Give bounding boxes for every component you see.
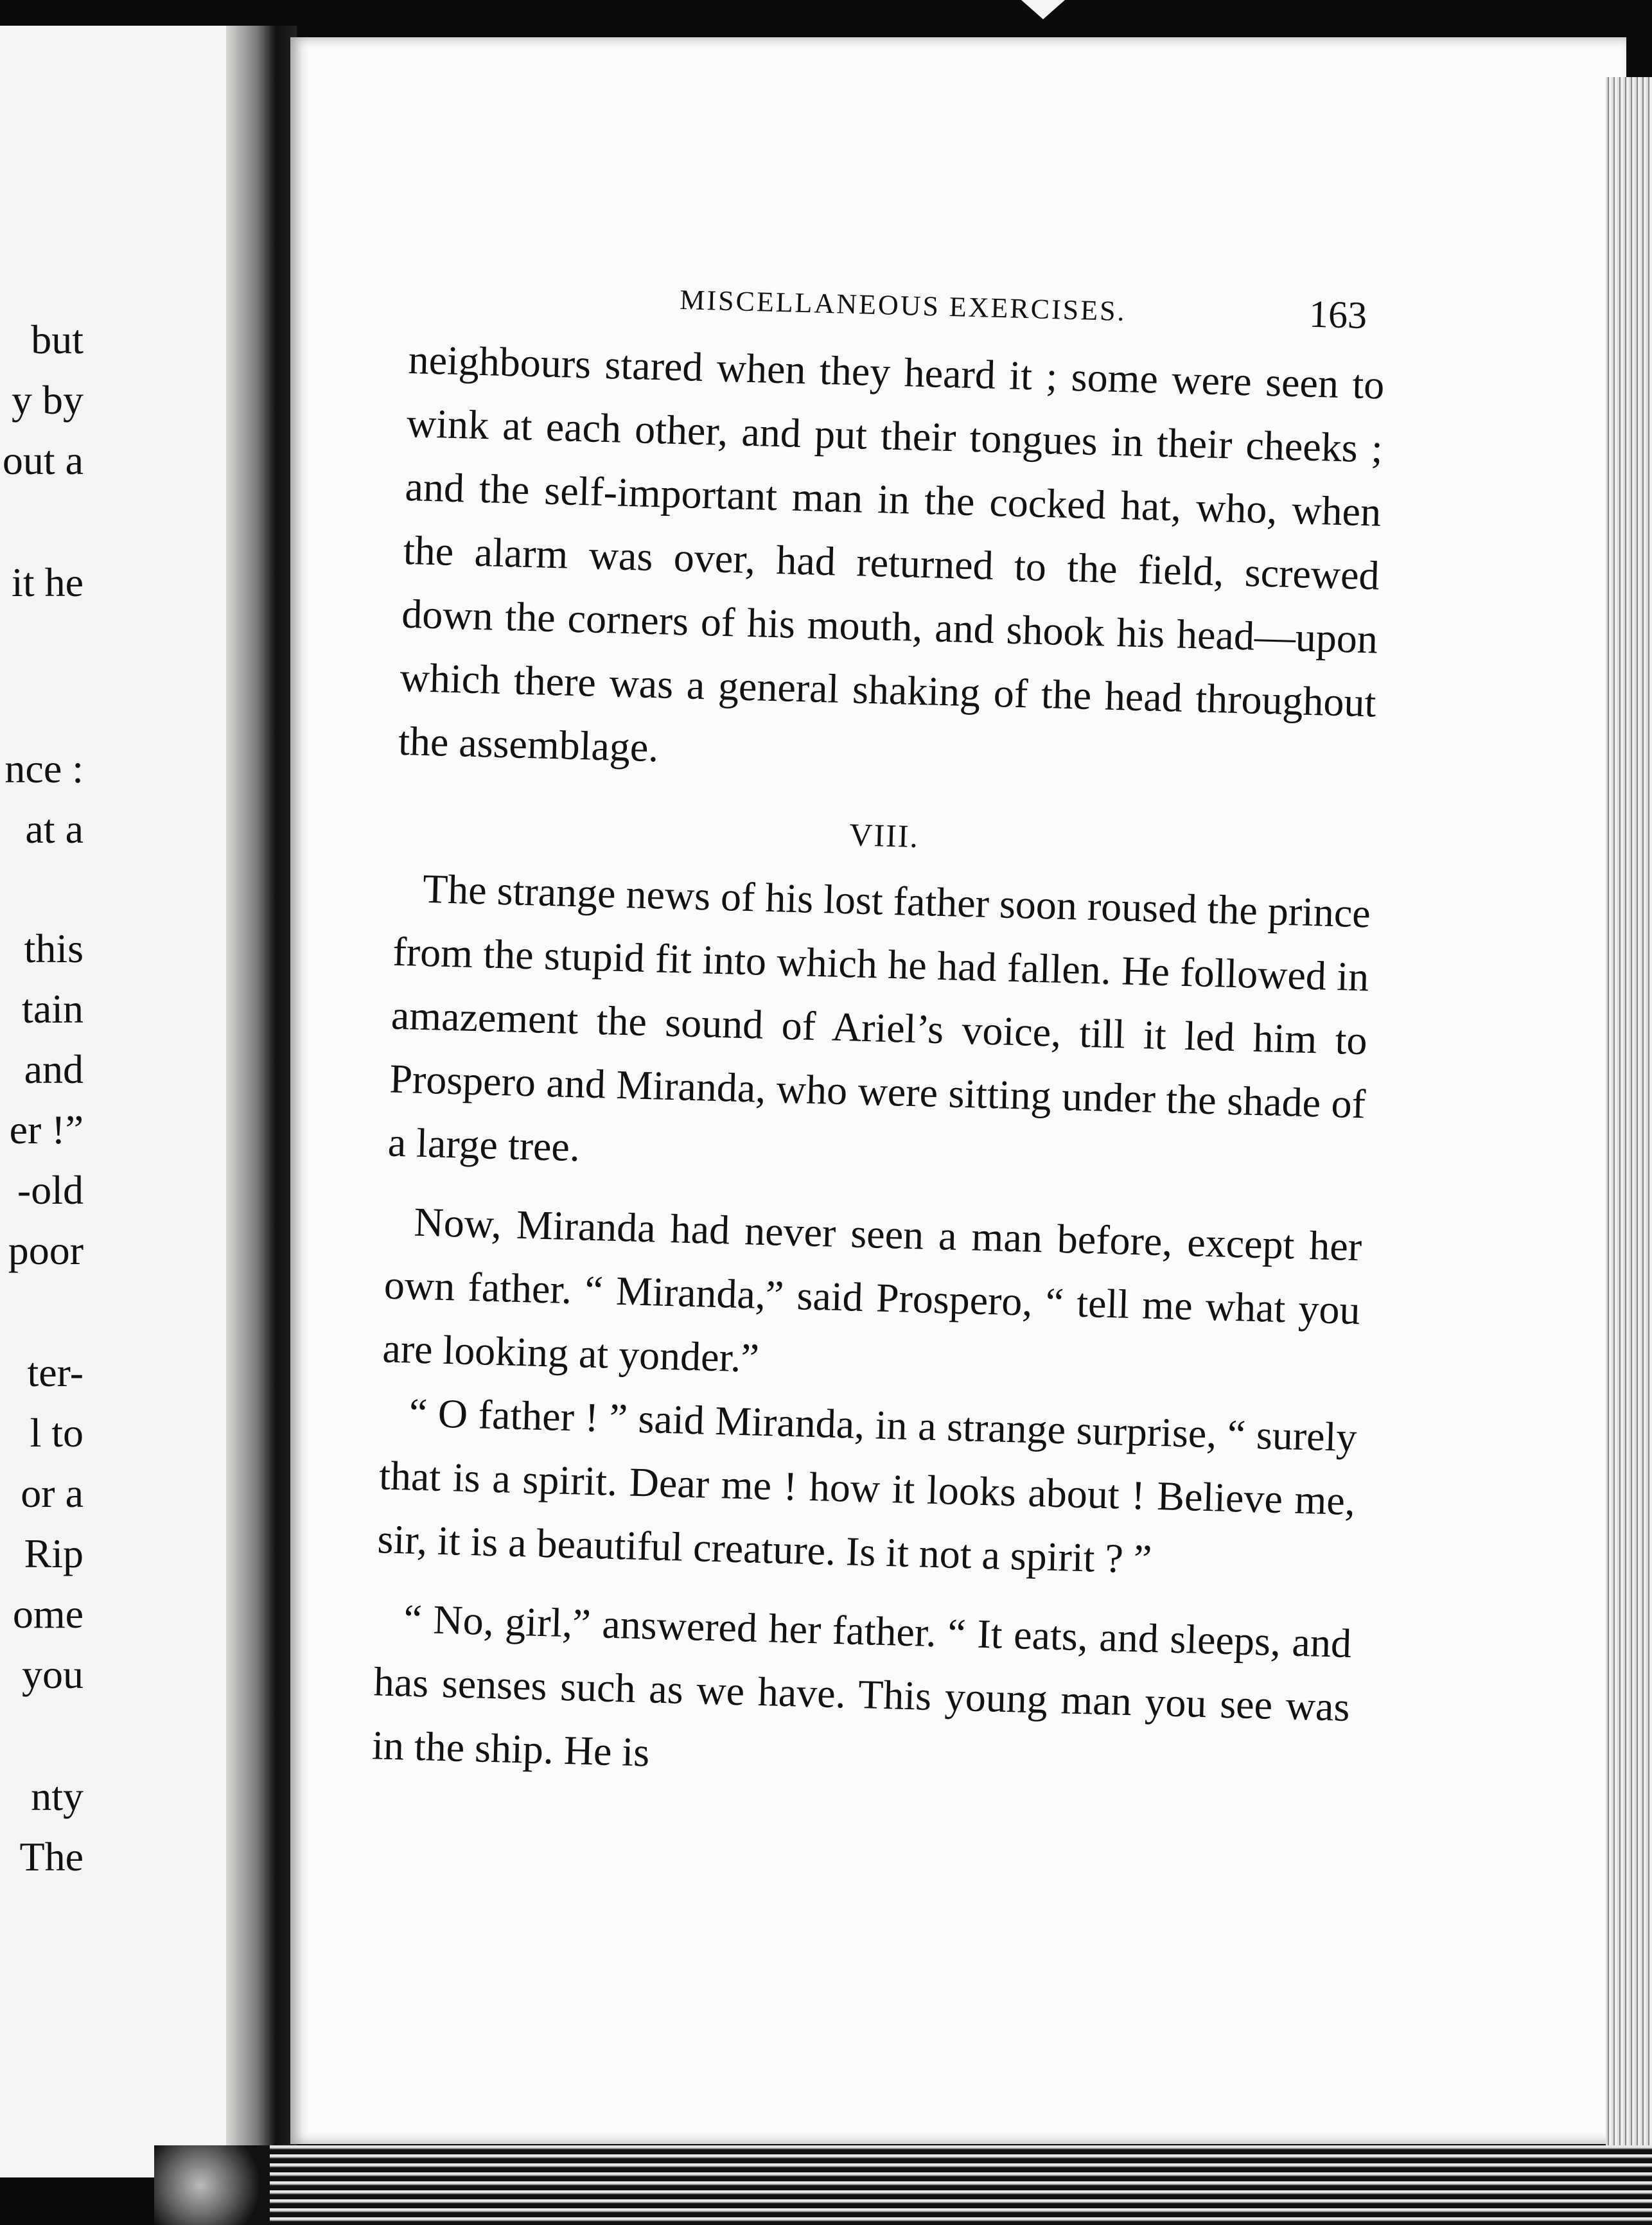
left-page-fragment: nty	[31, 1773, 83, 1819]
left-page-fragment: ter-	[27, 1350, 83, 1395]
page-text	[371, 257, 1387, 1802]
left-page-fragment: this	[24, 926, 83, 971]
left-page-fragment: er !”	[9, 1107, 83, 1152]
scan-smudge	[154, 2145, 270, 2225]
left-page-fragment: or a	[21, 1470, 83, 1516]
top-notch	[1021, 0, 1065, 19]
book-gutter	[226, 26, 297, 2190]
paragraph-continuation: neighbours stared when they heard it ; some were seen to wink at each other, and put their tongues in their cheeks ; and the self-important man in the cocked hat, who, when the alarm was over, had returned to the field, screwed down the corners of his mouth, and shook his head—upon which there was a general shaking of the head throughout the assemblage.	[398, 336, 1385, 771]
page-number: 163	[1308, 292, 1367, 337]
left-page-fragment: y by	[12, 377, 83, 423]
left-page-fragment: tain	[22, 986, 83, 1032]
bottom-page-edges	[231, 2145, 1652, 2225]
left-page-fragment: but	[31, 317, 83, 362]
left-page-fragment: Rip	[24, 1531, 83, 1576]
left-page-fragment: you	[22, 1651, 83, 1697]
paragraph: Now, Miranda had never seen a man before, except her own father. “ Miranda,” said Prospero, “ tell me what you are looking at yonder.”	[382, 1199, 1363, 1381]
left-page-fragment: -old	[17, 1167, 83, 1213]
left-page-fragment: ome	[12, 1591, 83, 1637]
paragraph: “ O father ! ” said Miranda, in a strange surprise, “ surely that is a spirit. Dear me ! how it looks about ! Believe me, sir, it is a beautiful creature. Is it not a spirit ? ”	[376, 1389, 1358, 1582]
paragraph: The strange news of his lost father soon roused the prince from the stupid fit into which he had fallen. He followed in amazement the sound of Ariel’s voice, till it led him to Prospero and Miranda, who were sitting under the shade of a large tree.	[387, 865, 1371, 1170]
section-heading: VIII.	[848, 816, 920, 855]
left-page-fragment: poor	[8, 1227, 83, 1273]
left-page-fragment: l to	[30, 1410, 83, 1455]
running-title: MISCELLANEOUS EXERCISES.	[679, 283, 1127, 328]
left-page-fragment: and	[24, 1046, 83, 1092]
paragraph: “ No, girl,” answered her father. “ It eats, and sleeps, and has senses such as we have. This young man you see was in the ship. He is	[371, 1596, 1352, 1775]
left-page-fragment: it he	[12, 559, 83, 605]
left-page-fragment: out a	[2, 437, 83, 483]
left-page-fragment: nce :	[4, 746, 83, 791]
page-edges	[1606, 77, 1652, 2158]
left-page-fragment: The	[19, 1834, 83, 1879]
left-page-fragment: at a	[25, 806, 83, 852]
